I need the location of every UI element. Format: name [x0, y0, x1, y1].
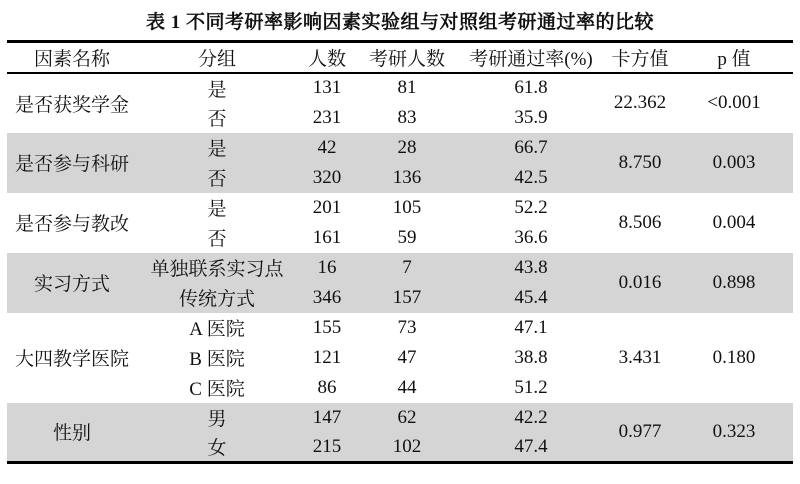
exam-count-cell: 62 [357, 403, 457, 433]
group-cell: 是 [207, 79, 227, 101]
group-cell: 否 [137, 163, 297, 193]
count-cell: 320 [297, 163, 357, 193]
header-chi-square: 卡方值 [611, 48, 669, 70]
count-cell: 121 [312, 346, 342, 368]
pass-rate-cell: 47.4 [457, 433, 605, 463]
statistics-table [7, 40, 793, 464]
pass-rate-cell: 66.7 [457, 133, 605, 163]
pass-rate-cell: 61.8 [514, 77, 548, 98]
exam-count-cell: 83 [397, 106, 417, 128]
count-cell: 42 [297, 133, 357, 163]
count-cell: 161 [312, 226, 342, 248]
exam-count-cell: 28 [357, 133, 457, 163]
table-row [7, 403, 793, 433]
count-cell: 155 [312, 316, 342, 338]
header-group: 分组 [197, 48, 236, 70]
count-cell: 16 [297, 253, 357, 283]
group-cell: 女 [137, 433, 297, 463]
group-cell: 否 [207, 229, 227, 250]
table-caption: 表 1 不同考研率影响因素实验组与对照组考研通过率的比较 [145, 12, 654, 33]
factor-cell: 实习方式 [7, 253, 137, 313]
p-value-cell: 0.180 [712, 346, 756, 368]
header-pass-rate: 考研通过率(%) [469, 48, 593, 70]
exam-count-cell: 59 [397, 226, 417, 248]
exam-count-cell: 44 [397, 376, 417, 398]
p-value-cell: <0.001 [707, 92, 761, 113]
exam-count-cell: 7 [357, 253, 457, 283]
pass-rate-cell: 42.5 [457, 163, 605, 193]
count-cell: 86 [317, 376, 337, 398]
factor-cell: 性别 [7, 403, 137, 463]
group-cell: 否 [207, 109, 227, 130]
p-value-cell: 0.004 [712, 211, 756, 233]
exam-count-cell: 102 [357, 433, 457, 463]
count-cell: 346 [297, 283, 357, 313]
exam-count-cell: 157 [357, 283, 457, 313]
table-row [7, 253, 793, 283]
pass-rate-cell: 47.1 [514, 316, 548, 338]
exam-count-cell: 105 [392, 196, 422, 218]
group-cell: 传统方式 [137, 283, 297, 313]
chi-square-cell: 3.431 [618, 346, 662, 368]
group-cell: B 医院 [189, 349, 245, 370]
header-factor: 因素名称 [33, 48, 110, 70]
group-cell: 是 [207, 199, 227, 220]
table-row [7, 73, 793, 103]
count-cell: 215 [297, 433, 357, 463]
group-cell: A 医院 [189, 319, 245, 340]
exam-count-cell: 136 [357, 163, 457, 193]
chi-square-cell: 0.977 [605, 403, 675, 463]
pass-rate-cell: 35.9 [514, 106, 548, 128]
pass-rate-cell: 36.6 [514, 226, 548, 248]
table-row [7, 313, 793, 343]
count-cell: 147 [297, 403, 357, 433]
header-p-value: p 值 [717, 48, 751, 70]
chi-square-cell: 8.750 [605, 133, 675, 193]
chi-square-cell: 0.016 [605, 253, 675, 313]
exam-count-cell: 81 [397, 77, 417, 98]
factor-cell: 大四教学医院 [14, 349, 129, 370]
p-value-cell: 0.898 [675, 253, 793, 313]
factor-cell: 是否参与教改 [14, 214, 129, 235]
factor-cell: 是否参与科研 [7, 133, 137, 193]
header-count: 人数 [307, 48, 346, 70]
exam-count-cell: 47 [397, 346, 417, 368]
count-cell: 131 [312, 77, 342, 98]
header-row [7, 42, 793, 73]
exam-count-cell: 73 [397, 316, 417, 338]
pass-rate-cell: 42.2 [457, 403, 605, 433]
pass-rate-cell: 51.2 [514, 376, 548, 398]
table-body [7, 73, 793, 463]
factor-cell: 是否获奖学金 [14, 94, 129, 116]
group-cell: 男 [137, 403, 297, 433]
pass-rate-cell: 38.8 [514, 346, 548, 368]
group-cell: C 医院 [189, 379, 245, 400]
p-value-cell: 0.323 [675, 403, 793, 463]
chi-square-cell: 8.506 [618, 211, 662, 233]
table-row [7, 133, 793, 163]
count-cell: 231 [312, 106, 342, 128]
group-cell: 单独联系实习点 [137, 253, 297, 283]
chi-square-cell: 22.362 [613, 92, 667, 113]
p-value-cell: 0.003 [675, 133, 793, 193]
count-cell: 201 [312, 196, 342, 218]
header-exam-count: 考研人数 [368, 48, 445, 70]
table-row [7, 193, 793, 223]
pass-rate-cell: 52.2 [514, 196, 548, 218]
pass-rate-cell: 45.4 [457, 283, 605, 313]
pass-rate-cell: 43.8 [457, 253, 605, 283]
group-cell: 是 [137, 133, 297, 163]
